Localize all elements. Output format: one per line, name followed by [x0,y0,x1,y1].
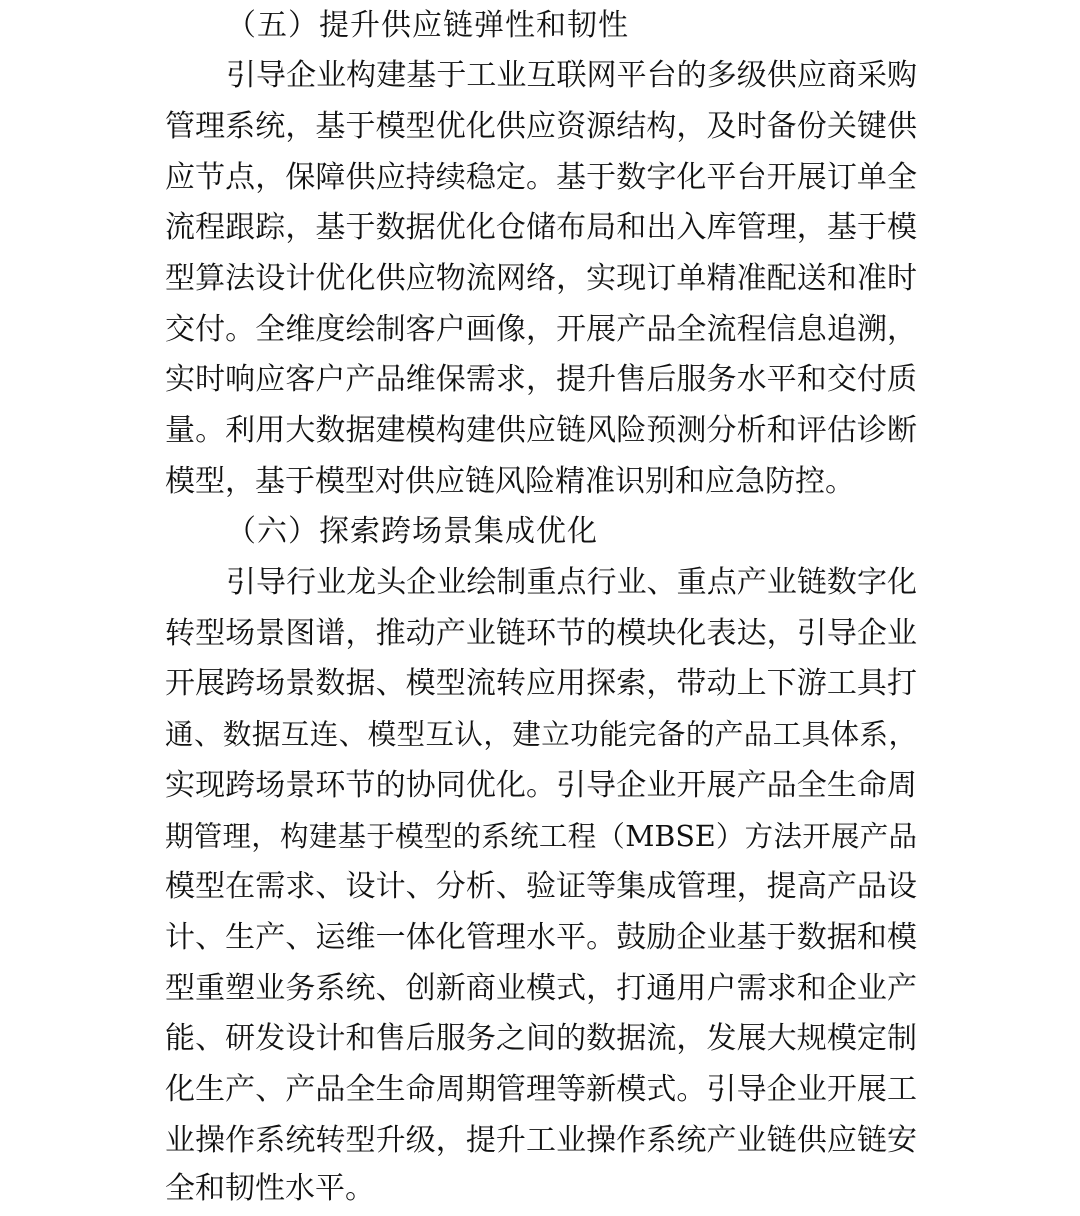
section-6-line-5: 实现跨场景环节的协同优化。引导企业开展产品全生命周 [165,768,917,803]
section-5-line-2: 管理系统，基于模型优化供应资源结构，及时备份关键供 [165,109,917,144]
section-5-line-8: 量。利用大数据建模构建供应链风险预测分析和评估诊断 [165,413,917,448]
section-6-line-3: 开展跨场景数据、模型流转应用探索，带动上下游工具打 [165,666,917,701]
section-5-line-5: 型算法设计优化供应物流网络，实现订单精准配送和准时 [165,261,917,296]
section-6-line-13: 全和韧性水平。 [165,1171,375,1206]
section-6-heading: （六）探索跨场景集成优化 [226,514,598,549]
section-6-line-4: 通、数据互连、模型互认，建立功能完备的产品工具体系， [165,718,917,751]
section-5-line-9: 模型，基于模型对供应链风险精准识别和应急防控。 [165,464,855,499]
section-5-line-6: 交付。全维度绘制客户画像，开展产品全流程信息追溯， [165,312,917,347]
section-6-line-9: 型重塑业务系统、创新商业模式，打通用户需求和企业产 [165,971,917,1006]
section-6-line-2: 转型场景图谱，推动产业链环节的模块化表达，引导企业 [165,616,917,651]
section-6-line-12: 业操作系统转型升级，提升工业操作系统产业链供应链安 [165,1123,917,1158]
section-6-line-8: 计、生产、运维一体化管理水平。鼓励企业基于数据和模 [165,920,917,955]
section-5-heading: （五）提升供应链弹性和韧性 [226,8,629,43]
section-6-line-10: 能、研发设计和售后服务之间的数据流，发展大规模定制 [165,1021,917,1056]
section-6-line-7: 模型在需求、设计、分析、验证等集成管理，提高产品设 [165,869,917,904]
section-6-line-6: 期管理，构建基于模型的系统工程（MBSE）方法开展产品 [165,820,917,853]
section-6-line-1: 引导行业龙头企业绘制重点行业、重点产业链数字化 [226,565,917,600]
section-5-line-4: 流程跟踪，基于数据优化仓储布局和出入库管理，基于模 [165,210,917,245]
section-5-line-7: 实时响应客户产品维保需求，提升售后服务水平和交付质 [165,362,917,397]
section-6-line-11: 化生产、产品全生命周期管理等新模式。引导企业开展工 [165,1072,917,1107]
section-5-line-1: 引导企业构建基于工业互联网平台的多级供应商采购 [226,58,917,93]
section-5-line-3: 应节点，保障供应持续稳定。基于数字化平台开展订单全 [165,160,917,195]
